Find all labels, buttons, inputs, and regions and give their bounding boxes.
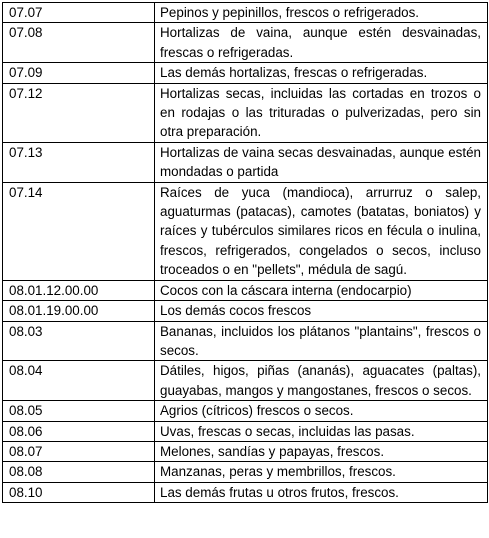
tariff-description: Agrios (cítricos) frescos o secos.: [155, 401, 488, 421]
tariff-table: [2, 2, 488, 503]
table-row: [3, 63, 488, 83]
tariff-code: 08.01.12.00.00: [3, 280, 155, 300]
tariff-description: Cocos con la cáscara interna (endocarpio): [155, 280, 488, 300]
tariff-description: Melones, sandías y papayas, frescos.: [155, 441, 488, 461]
table-row: [3, 23, 488, 63]
table-row: [3, 321, 488, 361]
tariff-description: Hortalizas de vaina, aunque estén desvainadas, frescas o refrigeradas.: [155, 23, 488, 63]
table-row: [3, 83, 488, 142]
table-row: [3, 301, 488, 321]
tariff-description: Hortalizas secas, incluidas las cortadas en trozos o en rodajas o las trituradas o pulverizadas, pero sin otra preparación.: [155, 83, 488, 142]
tariff-code: 08.07: [3, 441, 155, 461]
table-row: [3, 441, 488, 461]
tariff-code: 08.01.19.00.00: [3, 301, 155, 321]
table-row: [3, 361, 488, 401]
tariff-code: 07.14: [3, 182, 155, 280]
tariff-code: 08.06: [3, 421, 155, 441]
table-row: [3, 421, 488, 441]
tariff-code: 08.04: [3, 361, 155, 401]
tariff-code: 08.08: [3, 462, 155, 482]
tariff-description: Uvas, frescas o secas, incluidas las pasas.: [155, 421, 488, 441]
tariff-code: 08.10: [3, 482, 155, 502]
table-row: [3, 462, 488, 482]
tariff-code: 08.05: [3, 401, 155, 421]
tariff-description: Raíces de yuca (mandioca), arrurruz o salep, aguaturmas (patacas), camotes (batatas, boniatos) y raíces y tubérculos similares ricos en fécula o inulina, frescos, refrigerados, congelados o secos, incluso troceados o en "pellets", médula de sagú.: [155, 182, 488, 280]
tariff-description: Manzanas, peras y membrillos, frescos.: [155, 462, 488, 482]
tariff-code: 07.08: [3, 23, 155, 63]
tariff-code: 07.09: [3, 63, 155, 83]
tariff-code: 08.03: [3, 321, 155, 361]
tariff-code: 07.13: [3, 142, 155, 182]
table-row: [3, 482, 488, 502]
table-row: [3, 280, 488, 300]
tariff-code: 07.07: [3, 3, 155, 23]
table-row: [3, 3, 488, 23]
tariff-description: Las demás hortalizas, frescas o refrigeradas.: [155, 63, 488, 83]
tariff-description: Dátiles, higos, piñas (ananás), aguacates (paltas), guayabas, mangos y mangostanes, frescos o secos.: [155, 361, 488, 401]
table-row: [3, 182, 488, 280]
table-row: [3, 401, 488, 421]
tariff-description: Pepinos y pepinillos, frescos o refrigerados.: [155, 3, 488, 23]
tariff-description: Las demás frutas u otros frutos, frescos.: [155, 482, 488, 502]
tariff-description: Hortalizas de vaina secas desvainadas, aunque estén mondadas o partida: [155, 142, 488, 182]
tariff-description: Bananas, incluidos los plátanos "plantains", frescos o secos.: [155, 321, 488, 361]
tariff-code: 07.12: [3, 83, 155, 142]
tariff-description: Los demás cocos frescos: [155, 301, 488, 321]
table-row: [3, 142, 488, 182]
